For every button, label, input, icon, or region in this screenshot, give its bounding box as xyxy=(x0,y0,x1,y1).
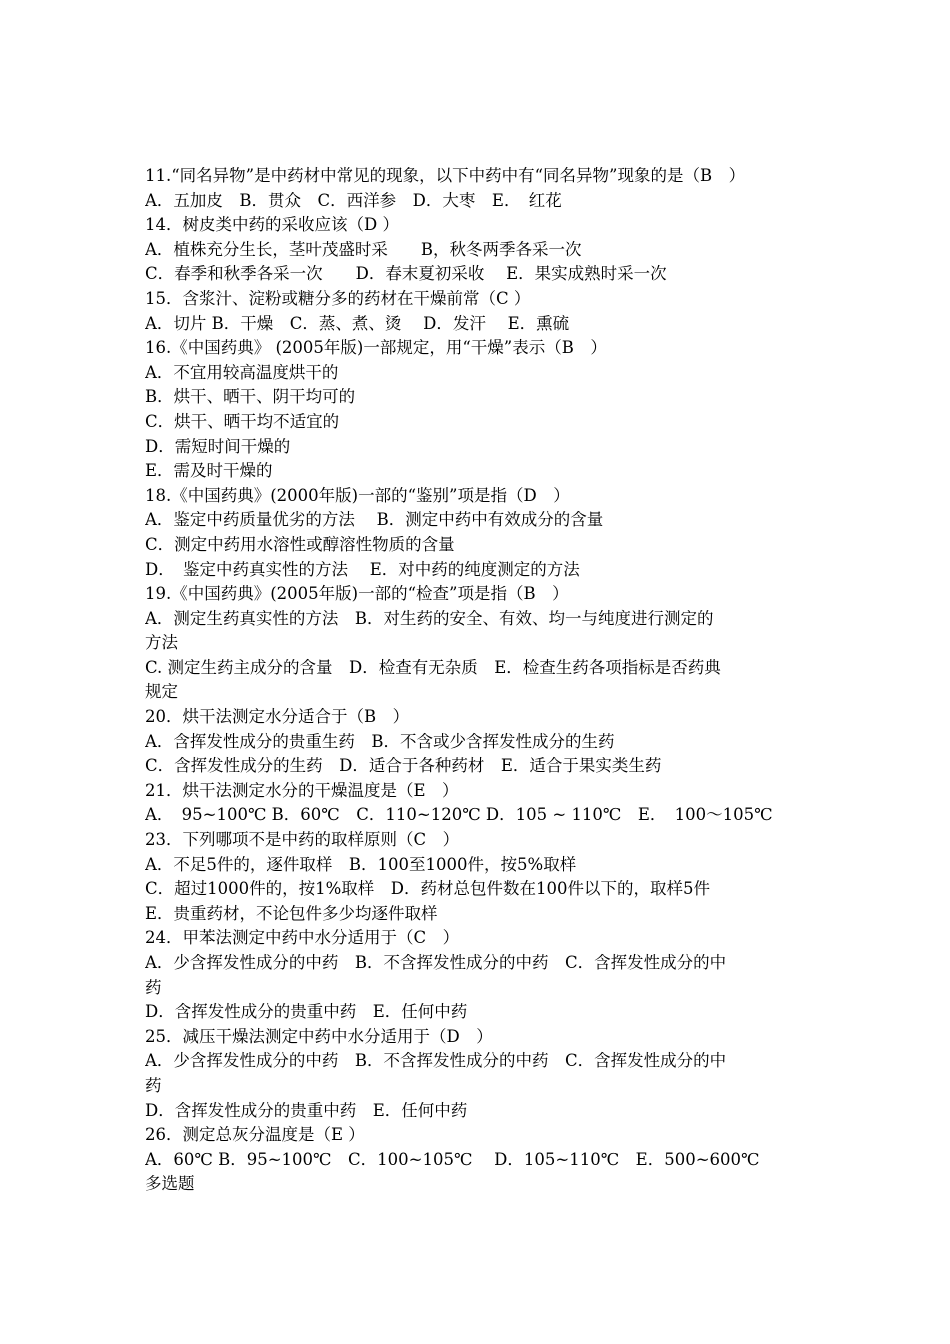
text-line: 21．烘干法测定水分的干燥温度是（E ） xyxy=(145,780,459,800)
text-line: A．植株充分生长，茎叶茂盛时采 B，秋冬两季各采一次 xyxy=(145,239,582,259)
text-line: 23．下列哪项不是中药的取样原则（C ） xyxy=(145,830,460,850)
text-line: D． 鉴定中药真实性的方法 E．对中药的纯度测定的方法 xyxy=(145,559,580,579)
text-line: 14．树皮类中药的采收应该（D ） xyxy=(145,215,399,235)
text-line: A．少含挥发性成分的中药 B．不含挥发性成分的中药 C．含挥发性成分的中 xyxy=(145,1051,727,1071)
text-line: 20．烘干法测定水分适合于（B ） xyxy=(145,707,410,727)
text-line: C．春季和秋季各采一次 D．春末夏初采收 E．果实成熟时采一次 xyxy=(145,264,667,284)
text-line: C. 测定生药主成分的含量 D．检查有无杂质 E．检查生药各项指标是否药典 xyxy=(145,657,721,677)
text-line: A．含挥发性成分的贵重生药 B．不含或少含挥发性成分的生药 xyxy=(145,731,615,751)
text-line: 16.《中国药典》 (2005年版)一部规定，用“干燥”表示（B ） xyxy=(145,338,607,358)
text-line: C．烘干、晒干均不适宜的 xyxy=(145,411,340,431)
text-line: A．少含挥发性成分的中药 B．不含挥发性成分的中药 C．含挥发性成分的中 xyxy=(145,953,727,972)
text-line: 15．含浆汁、淀粉或糖分多的药材在干燥前常（C ） xyxy=(145,288,531,308)
text-line: A． 95~100℃ B．60℃ C．110~120℃ D．105 ~ 110℃ E． 100～105℃ xyxy=(145,805,773,825)
text-line: A．切片 B．干燥 C．蒸、煮、烫 D．发汗 E．熏硫 xyxy=(145,313,570,333)
text-line: 25．减压干燥法测定中药中水分适用于（D ） xyxy=(145,1026,493,1046)
text-line: D．需短时间干燥的 xyxy=(145,436,291,456)
text-line: 11.“同名异物”是中药材中常见的现象，以下中药中有“同名异物”现象的是（B ） xyxy=(145,166,746,185)
text-line: A．鉴定中药质量优劣的方法 B．测定中药中有效成分的含量 xyxy=(145,510,604,530)
text-line: D．含挥发性成分的贵重中药 E．任何中药 xyxy=(145,1100,468,1120)
section-heading: 多选题 xyxy=(145,1174,195,1194)
text-line: C．含挥发性成分的生药 D．适合于各种药材 E．适合于果实类生药 xyxy=(145,756,662,776)
text-line: 18.《中国药典》(2000年版)一部的“鉴别”项是指（D ） xyxy=(145,485,570,505)
text-line: C．超过1000件的，按1%取样 D．药材总包件数在100件以下的，取样5件 xyxy=(145,879,711,899)
text-line: 24．甲苯法测定中药中水分适用于（C ） xyxy=(145,928,460,948)
document-page xyxy=(145,164,813,1197)
text-line: 26．测定总灰分温度是（E ） xyxy=(145,1125,365,1145)
text-line: A．测定生药真实性的方法 B．对生药的安全、有效、均一与纯度进行测定的 xyxy=(145,608,714,628)
text-line: 药 xyxy=(145,977,162,997)
text-line: A．不足5件的，逐件取样 B．100至1000件，按5%取样 xyxy=(145,854,577,874)
text-line: B．烘干、晒干、阴干均可的 xyxy=(145,387,356,407)
text-line: 19.《中国药典》(2005年版)一部的“检查”项是指（B ） xyxy=(145,584,569,604)
text-line: A．五加皮 B．贯众 C．西洋参 D．大枣 E． 红花 xyxy=(145,190,562,210)
text-line: 药 xyxy=(145,1075,162,1095)
text-line: C．测定中药用水溶性或醇溶性物质的含量 xyxy=(145,534,455,554)
text-line: A．60℃ B．95~100℃ C．100~105℃ D．105~110℃ E．500~600℃ xyxy=(145,1149,760,1169)
text-line: 方法 xyxy=(145,633,178,653)
text-line: 规定 xyxy=(145,682,178,702)
text-line: A．不宜用较高温度烘干的 xyxy=(145,362,339,382)
text-line: E．需及时干燥的 xyxy=(145,461,273,481)
text-line: D．含挥发性成分的贵重中药 E．任何中药 xyxy=(145,1002,468,1022)
text-line: E．贵重药材，不论包件多少均逐件取样 xyxy=(145,903,438,923)
